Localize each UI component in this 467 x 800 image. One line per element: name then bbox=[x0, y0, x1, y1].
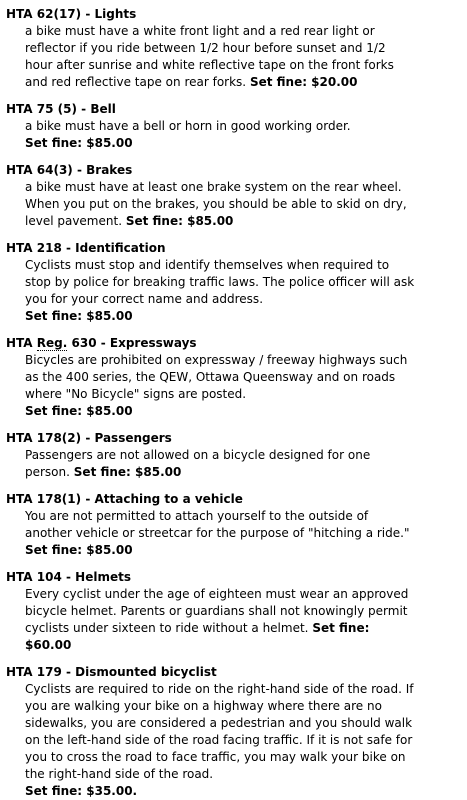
rule-text: a bike must have at least one brake system on the rear wheel. When you put on the brakes, you should be able to skid on dry, level pavement. bbox=[25, 180, 407, 228]
rule-attaching-to-vehicle bbox=[6, 491, 467, 559]
rule-bell bbox=[6, 101, 467, 152]
rule-title: Expressways bbox=[109, 336, 197, 350]
rule-title: Bell bbox=[90, 102, 116, 116]
rule-heading: HTA 64(3) - Brakes bbox=[6, 163, 133, 177]
rule-title: Identification bbox=[75, 241, 166, 255]
rule-dismounted-bicyclist bbox=[6, 664, 467, 800]
rule-expressways bbox=[6, 335, 467, 420]
rule-heading: HTA 218 - Identification bbox=[6, 241, 166, 255]
rule-helmets bbox=[6, 569, 467, 654]
rule-code-prefix: HTA bbox=[6, 336, 33, 350]
rule-identification bbox=[6, 240, 467, 325]
rule-fine: Set fine: $20.00 bbox=[249, 75, 358, 89]
rule-text: a bike must have a bell or horn in good working order. bbox=[25, 119, 351, 133]
rule-body bbox=[25, 257, 415, 325]
rule-body bbox=[25, 447, 415, 481]
rule-fine: Set fine: $85.00 bbox=[73, 465, 182, 479]
rule-heading: HTA Reg. 630 - Expressways bbox=[6, 336, 197, 350]
rule-body bbox=[25, 179, 415, 230]
rule-brakes bbox=[6, 162, 467, 230]
rule-passengers bbox=[6, 430, 467, 481]
rule-code: HTA 62(17) bbox=[6, 7, 82, 21]
reg-abbreviation: Reg. bbox=[36, 336, 68, 350]
rule-fine: Set fine: $85.00 bbox=[25, 404, 133, 418]
rule-text: Passengers are not allowed on a bicycle designed for one person. bbox=[25, 448, 371, 479]
rule-heading: HTA 179 - Dismounted bicyclist bbox=[6, 665, 217, 679]
rule-fine: Set fine: $85.00 bbox=[25, 136, 133, 150]
rule-code: HTA 104 bbox=[6, 570, 62, 584]
rule-code: HTA 64(3) bbox=[6, 163, 73, 177]
rule-title: Passengers bbox=[94, 431, 172, 445]
rule-text: Cyclists are required to ride on the right-hand side of the road. If you are walking your bike on a highway where there are no sidewalks, you are considered a pedestrian and you should walk on the left-hand side of the road facing traffic. If it is not safe for you to cross the road to face traffic, you may walk your bike on the right-hand side of the road. bbox=[25, 682, 414, 781]
rule-fine: Set fine: $60.00 bbox=[25, 621, 370, 652]
rule-title: Dismounted bicyclist bbox=[75, 665, 217, 679]
rule-text: Bicycles are prohibited on expressway / freeway highways such as the 400 series, the QEW, Ottawa Queensway and on roads where "No Bicycle" signs are posted. bbox=[25, 353, 408, 401]
rule-heading: HTA 62(17) - Lights bbox=[6, 7, 137, 21]
rule-body bbox=[25, 118, 415, 152]
rule-text: You are not permitted to attach yourself to the outside of another vehicle or streetcar for the purpose of "hitching a ride." bbox=[25, 509, 410, 540]
rule-title: Attaching to a vehicle bbox=[94, 492, 243, 506]
rule-code-suffix: 630 bbox=[71, 336, 97, 350]
rule-heading: HTA 178(1) - Attaching to a vehicle bbox=[6, 492, 243, 506]
rule-text: Every cyclist under the age of eighteen must wear an approved bicycle helmet. Parents or guardians shall not knowingly permit cyclists under sixteen to ride without a helmet. bbox=[25, 587, 409, 635]
rule-lights bbox=[6, 6, 467, 91]
rule-body bbox=[25, 586, 415, 654]
rule-code: HTA 178(2) bbox=[6, 431, 82, 445]
rule-body bbox=[25, 508, 415, 559]
rule-code: HTA 75 (5) bbox=[6, 102, 77, 116]
rule-fine: Set fine: $85.00 bbox=[125, 214, 234, 228]
rule-body bbox=[25, 352, 415, 420]
rule-fine: Set fine: $85.00 bbox=[25, 543, 133, 557]
rule-text: Cyclists must stop and identify themselves when required to stop by police for breaking traffic laws. The police officer will ask you for your correct name and address. bbox=[25, 258, 415, 306]
rule-fine: Set fine: $85.00 bbox=[25, 309, 133, 323]
rule-title: Helmets bbox=[75, 570, 131, 584]
rule-code: HTA 179 bbox=[6, 665, 62, 679]
rule-code: HTA 178(1) bbox=[6, 492, 82, 506]
rule-body bbox=[25, 23, 415, 91]
rule-body bbox=[25, 681, 415, 800]
rule-text: a bike must have a white front light and a red rear light or reflector if you ride between 1/2 hour before sunset and 1/2 hour after sunrise and white reflective tape on the front forks and red reflective tape on rear forks. bbox=[25, 24, 394, 89]
rule-fine: Set fine: $35.00. bbox=[25, 784, 138, 798]
rule-title: Brakes bbox=[86, 163, 133, 177]
rule-heading: HTA 104 - Helmets bbox=[6, 570, 131, 584]
rule-heading: HTA 75 (5) - Bell bbox=[6, 102, 116, 116]
rule-title: Lights bbox=[94, 7, 137, 21]
rule-heading: HTA 178(2) - Passengers bbox=[6, 431, 172, 445]
rule-code: HTA 218 bbox=[6, 241, 62, 255]
